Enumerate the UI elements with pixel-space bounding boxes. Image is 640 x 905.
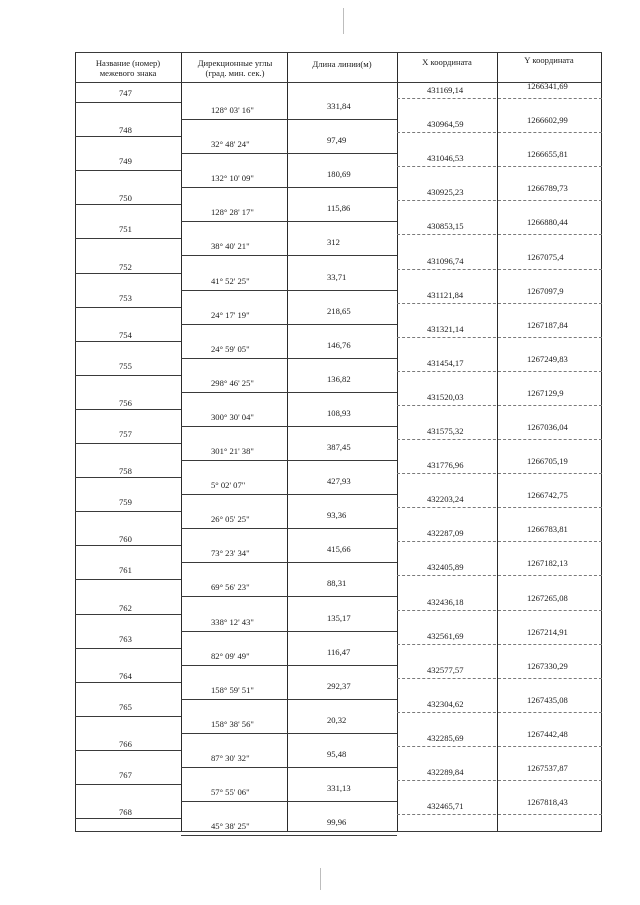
point-name: 750 bbox=[119, 193, 132, 204]
segment-separator bbox=[181, 767, 397, 768]
header-line-length: Длина линии(м) bbox=[312, 59, 372, 69]
segment-separator bbox=[181, 358, 397, 359]
segment-separator bbox=[181, 187, 397, 188]
line-length: 33,71 bbox=[327, 271, 347, 282]
line-length: 108,93 bbox=[327, 407, 351, 418]
row-separator bbox=[75, 204, 181, 205]
header-x-coordinate: X координата bbox=[422, 57, 472, 67]
line-length: 427,93 bbox=[327, 476, 351, 487]
x-coordinate: 431321,14 bbox=[427, 323, 464, 334]
y-coordinate: 1267182,13 bbox=[527, 558, 568, 569]
column-divider-angles bbox=[287, 52, 288, 832]
row-separator bbox=[75, 614, 181, 615]
segment-separator bbox=[181, 528, 397, 529]
y-coordinate: 1267036,04 bbox=[527, 422, 568, 432]
column-divider-name bbox=[181, 52, 182, 832]
x-coordinate: 430853,15 bbox=[427, 221, 464, 232]
row-separator bbox=[75, 545, 181, 546]
row-separator bbox=[75, 818, 181, 819]
x-coordinate: 432203,24 bbox=[427, 494, 464, 505]
point-name: 760 bbox=[119, 534, 132, 545]
x-coordinate: 431121,84 bbox=[427, 289, 464, 300]
line-length: 331,13 bbox=[327, 783, 351, 793]
segment-separator bbox=[181, 255, 397, 256]
row-separator bbox=[75, 341, 181, 342]
direction-angle: 301° 21' 38" bbox=[211, 446, 254, 456]
point-name: 755 bbox=[119, 360, 132, 371]
segment-separator bbox=[181, 631, 397, 632]
y-coordinate: 1267249,83 bbox=[527, 353, 568, 364]
direction-angle: 24° 59' 05" bbox=[211, 343, 250, 354]
direction-angle: 73° 23' 34" bbox=[211, 548, 250, 559]
row-separator bbox=[397, 337, 602, 338]
row-separator bbox=[397, 814, 602, 815]
x-coordinate: 431776,96 bbox=[427, 460, 464, 471]
direction-angle: 26° 05' 25" bbox=[211, 514, 250, 525]
row-separator bbox=[397, 746, 602, 747]
line-length: 312 bbox=[327, 237, 340, 248]
direction-angle: 128° 28' 17" bbox=[211, 207, 254, 218]
y-coordinate: 1266705,19 bbox=[527, 456, 568, 467]
direction-angle: 57° 55' 06" bbox=[211, 787, 250, 797]
segment-separator bbox=[181, 801, 397, 802]
row-separator bbox=[75, 750, 181, 751]
row-separator bbox=[397, 269, 602, 270]
x-coordinate: 432285,69 bbox=[427, 732, 464, 743]
point-name: 757 bbox=[119, 429, 132, 439]
y-coordinate: 1267187,84 bbox=[527, 319, 568, 330]
row-separator bbox=[397, 234, 602, 235]
point-name: 749 bbox=[119, 156, 132, 167]
row-separator bbox=[75, 648, 181, 649]
segment-separator bbox=[181, 699, 397, 700]
line-length: 97,49 bbox=[327, 135, 347, 146]
row-separator bbox=[397, 575, 602, 576]
y-coordinate: 1266742,75 bbox=[527, 490, 568, 501]
direction-angle: 45° 38' 25" bbox=[211, 821, 250, 832]
line-length: 115,86 bbox=[327, 203, 351, 214]
y-coordinate: 1267537,87 bbox=[527, 763, 568, 773]
segment-separator bbox=[181, 494, 397, 495]
x-coordinate: 432289,84 bbox=[427, 767, 464, 777]
row-separator bbox=[397, 200, 602, 201]
line-length: 99,96 bbox=[327, 817, 347, 828]
x-coordinate: 430925,23 bbox=[427, 187, 464, 198]
line-length: 20,32 bbox=[327, 714, 347, 725]
point-name: 751 bbox=[119, 224, 132, 235]
row-separator bbox=[397, 780, 602, 781]
row-separator bbox=[397, 610, 602, 611]
row-separator bbox=[397, 303, 602, 304]
y-coordinate: 1267435,08 bbox=[527, 694, 568, 705]
x-coordinate: 432304,62 bbox=[427, 698, 464, 709]
table-top-border bbox=[75, 52, 602, 53]
segment-separator bbox=[181, 562, 397, 563]
segment-separator bbox=[181, 426, 397, 427]
point-name: 765 bbox=[119, 701, 132, 712]
row-separator bbox=[75, 443, 181, 444]
point-name: 753 bbox=[119, 292, 132, 303]
segment-separator bbox=[181, 153, 397, 154]
point-name: 752 bbox=[119, 261, 132, 272]
segment-separator bbox=[181, 835, 397, 836]
row-separator bbox=[75, 170, 181, 171]
y-coordinate: 1267214,91 bbox=[527, 626, 568, 637]
row-separator bbox=[397, 678, 602, 679]
line-length: 135,17 bbox=[327, 612, 351, 623]
row-separator bbox=[75, 716, 181, 717]
line-length: 415,66 bbox=[327, 544, 351, 555]
y-coordinate: 1266880,44 bbox=[527, 217, 568, 228]
direction-angle: 41° 52' 25" bbox=[211, 275, 250, 286]
y-coordinate: 1267818,43 bbox=[527, 797, 568, 808]
x-coordinate: 432436,18 bbox=[427, 596, 464, 607]
point-name: 768 bbox=[119, 807, 132, 818]
direction-angle: 38° 40' 21" bbox=[211, 241, 250, 252]
line-length: 331,84 bbox=[327, 101, 351, 111]
segment-separator bbox=[181, 119, 397, 120]
y-coordinate: 1267097,9 bbox=[527, 285, 564, 296]
x-coordinate: 432577,57 bbox=[427, 664, 464, 675]
row-separator bbox=[75, 102, 181, 103]
line-length: 136,82 bbox=[327, 373, 351, 384]
x-coordinate: 431046,53 bbox=[427, 153, 464, 164]
direction-angle: 158° 38' 56" bbox=[211, 718, 254, 729]
direction-angle: 82° 09' 49" bbox=[211, 650, 250, 661]
segment-separator bbox=[181, 221, 397, 222]
segment-separator bbox=[181, 733, 397, 734]
segment-separator bbox=[181, 596, 397, 597]
line-length: 93,36 bbox=[327, 510, 347, 521]
direction-angle: 87° 30' 32" bbox=[211, 752, 250, 763]
direction-angle: 298° 46' 25" bbox=[211, 377, 254, 388]
point-name: 756 bbox=[119, 397, 132, 408]
direction-angle: 5° 02' 07" bbox=[211, 480, 246, 491]
y-coordinate: 1267330,29 bbox=[527, 660, 568, 671]
line-length: 292,37 bbox=[327, 680, 351, 691]
line-length: 180,69 bbox=[327, 169, 351, 180]
row-separator bbox=[397, 473, 602, 474]
direction-angle: 338° 12' 43" bbox=[211, 616, 254, 627]
row-separator bbox=[397, 98, 602, 99]
scan-artifact-bottom bbox=[320, 868, 321, 890]
point-name: 767 bbox=[119, 770, 132, 780]
point-name: 762 bbox=[119, 602, 132, 613]
coordinates-table bbox=[75, 52, 602, 832]
row-separator bbox=[75, 409, 181, 410]
line-length: 218,65 bbox=[327, 305, 351, 316]
segment-separator bbox=[181, 665, 397, 666]
y-coordinate: 1266602,99 bbox=[527, 115, 568, 126]
point-name: 754 bbox=[119, 329, 132, 340]
y-coordinate: 1266789,73 bbox=[527, 183, 568, 194]
direction-angle: 69° 56' 23" bbox=[211, 582, 250, 593]
x-coordinate: 432405,89 bbox=[427, 562, 464, 573]
x-coordinate: 432287,09 bbox=[427, 528, 464, 539]
point-name: 747 bbox=[119, 88, 132, 98]
x-coordinate: 432561,69 bbox=[427, 630, 464, 641]
segment-separator bbox=[181, 324, 397, 325]
point-name: 764 bbox=[119, 670, 132, 681]
line-length: 95,48 bbox=[327, 748, 347, 759]
row-separator bbox=[75, 511, 181, 512]
scan-artifact-top bbox=[343, 8, 344, 34]
row-separator bbox=[75, 375, 181, 376]
x-coordinate: 431454,17 bbox=[427, 357, 464, 368]
row-separator bbox=[397, 712, 602, 713]
line-length: 88,31 bbox=[327, 578, 347, 589]
point-name: 761 bbox=[119, 565, 132, 576]
point-name: 759 bbox=[119, 497, 132, 508]
header-direction-angles: Дирекционные углы (град. мин. сек.) bbox=[197, 58, 273, 78]
y-coordinate: 1267442,48 bbox=[527, 728, 568, 739]
y-coordinate: 1266783,81 bbox=[527, 524, 568, 535]
row-separator bbox=[397, 541, 602, 542]
row-separator bbox=[397, 507, 602, 508]
direction-angle: 132° 10' 09" bbox=[211, 173, 254, 184]
x-coordinate: 431575,32 bbox=[427, 426, 464, 436]
y-coordinate: 1267075,4 bbox=[527, 251, 564, 262]
direction-angle: 32° 48' 24" bbox=[211, 139, 250, 150]
row-separator bbox=[75, 273, 181, 274]
column-divider-x bbox=[497, 52, 498, 832]
table-bottom-border bbox=[75, 831, 602, 832]
segment-separator bbox=[181, 460, 397, 461]
row-separator bbox=[75, 136, 181, 137]
point-name: 763 bbox=[119, 633, 132, 644]
row-separator bbox=[397, 644, 602, 645]
row-separator bbox=[75, 784, 181, 785]
line-length: 116,47 bbox=[327, 646, 351, 657]
x-coordinate: 431169,14 bbox=[427, 85, 464, 95]
row-separator bbox=[75, 682, 181, 683]
point-name: 748 bbox=[119, 125, 132, 136]
y-coordinate: 1266655,81 bbox=[527, 149, 568, 160]
x-coordinate: 431096,74 bbox=[427, 255, 464, 266]
line-length: 387,45 bbox=[327, 442, 351, 452]
point-name: 766 bbox=[119, 738, 132, 749]
segment-separator bbox=[181, 290, 397, 291]
direction-angle: 24° 17' 19" bbox=[211, 309, 250, 320]
header-point-name: Название (номер) межевого знака bbox=[95, 58, 161, 78]
row-separator bbox=[397, 132, 602, 133]
y-coordinate: 1267129,9 bbox=[527, 387, 564, 398]
row-separator bbox=[397, 371, 602, 372]
header-bottom-border bbox=[75, 82, 602, 83]
line-length: 146,76 bbox=[327, 339, 351, 350]
row-separator bbox=[75, 307, 181, 308]
direction-angle: 300° 30' 04" bbox=[211, 411, 254, 422]
column-divider-length bbox=[397, 52, 398, 832]
header-y-coordinate: Y координата bbox=[524, 55, 574, 65]
row-separator bbox=[75, 238, 181, 239]
point-name: 758 bbox=[119, 466, 132, 477]
direction-angle: 128° 03' 16" bbox=[211, 105, 254, 115]
row-separator bbox=[75, 477, 181, 478]
x-coordinate: 431520,03 bbox=[427, 391, 464, 402]
row-separator bbox=[397, 166, 602, 167]
y-coordinate: 1266341,69 bbox=[527, 81, 568, 91]
table-right-border bbox=[601, 52, 602, 832]
segment-separator bbox=[181, 392, 397, 393]
row-separator bbox=[75, 579, 181, 580]
direction-angle: 158° 59' 51" bbox=[211, 684, 254, 695]
row-separator bbox=[397, 405, 602, 406]
x-coordinate: 430964,59 bbox=[427, 119, 464, 130]
y-coordinate: 1267265,08 bbox=[527, 592, 568, 603]
x-coordinate: 432465,71 bbox=[427, 801, 464, 812]
row-separator bbox=[397, 439, 602, 440]
